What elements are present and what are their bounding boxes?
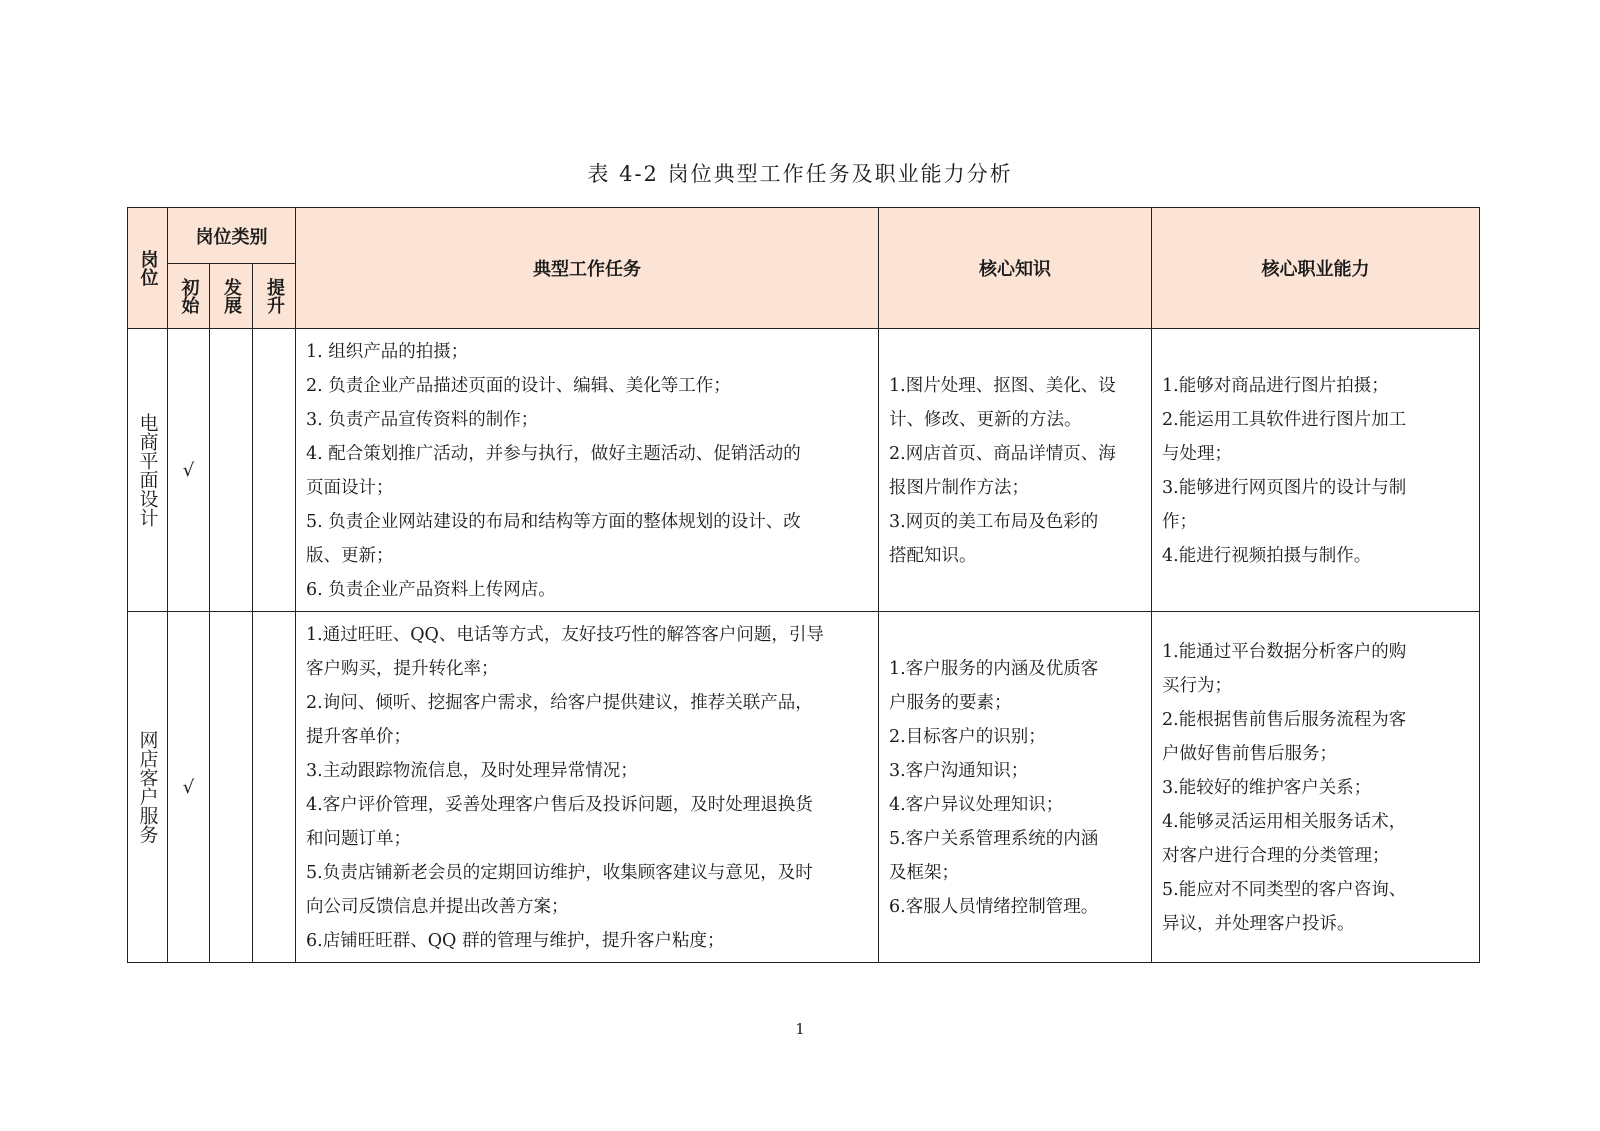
text-line: 户做好售前售后服务；	[1162, 744, 1338, 764]
text-line: 提升客单价；	[306, 727, 412, 747]
row-knowledge	[879, 363, 1151, 577]
text-line: 异议，并处理客户投诉。	[1162, 914, 1355, 934]
text-line: 户服务的要素；	[889, 693, 1012, 713]
job-analysis-table	[127, 207, 1480, 963]
table-row	[128, 329, 1480, 612]
header-level-initial-cell	[168, 264, 210, 329]
text-line: 1.图片处理、抠图、美化、设	[889, 376, 1116, 396]
row-position: 网店客户服务	[136, 730, 159, 844]
row-advance-mark	[253, 329, 296, 612]
header-level-advance-cell	[253, 264, 296, 329]
text-line: 买行为；	[1162, 676, 1233, 696]
text-line: 3.主动跟踪物流信息，及时处理异常情况；	[306, 761, 638, 781]
row-ability	[1152, 629, 1479, 945]
text-line: 3.能够进行网页图片的设计与制	[1162, 478, 1407, 498]
text-line: 对客户进行合理的分类管理；	[1162, 846, 1390, 866]
text-line: 5.能应对不同类型的客户咨询、	[1162, 880, 1407, 900]
row-ability-cell	[1152, 612, 1480, 963]
text-line: 4.客户异议处理知识；	[889, 795, 1064, 815]
row-develop-mark	[210, 612, 253, 963]
row-tasks	[296, 612, 878, 962]
page-number: 1	[795, 1020, 805, 1038]
text-line: 作；	[1162, 512, 1198, 532]
header-tasks: 典型工作任务	[296, 208, 879, 329]
text-line: 搭配知识。	[889, 546, 977, 566]
text-line: 2.能运用工具软件进行图片加工	[1162, 410, 1407, 430]
text-line: 计、修改、更新的方法。	[889, 410, 1082, 430]
text-line: 2.目标客户的识别；	[889, 727, 1046, 747]
text-line: 2.网店首页、商品详情页、海	[889, 444, 1116, 464]
row-position-cell	[128, 329, 168, 612]
text-line: 1.客户服务的内涵及优质客	[889, 659, 1099, 679]
text-line: 与处理；	[1162, 444, 1233, 464]
text-line: 版、更新；	[306, 546, 394, 566]
text-line: 3.客户沟通知识；	[889, 761, 1029, 781]
row-tasks	[296, 329, 878, 611]
row-develop-mark	[210, 329, 253, 612]
row-knowledge-cell	[879, 329, 1152, 612]
row-ability	[1152, 363, 1479, 577]
text-line: 2.询问、倾听、挖掘客户需求，给客户提供建议，推荐关联产品，	[306, 693, 813, 713]
header-level-advance: 提升	[264, 278, 285, 314]
row-tasks-cell	[296, 329, 879, 612]
header-position: 岗位	[137, 250, 159, 286]
text-line: 4.能进行视频拍摄与制作。	[1162, 546, 1372, 566]
header-position-cell	[128, 208, 168, 329]
header-level-initial: 初始	[178, 278, 200, 314]
header-knowledge: 核心知识	[879, 208, 1152, 329]
header-level-develop-cell	[210, 264, 253, 329]
table-row	[128, 612, 1480, 963]
text-line: 向公司反馈信息并提出改善方案；	[306, 897, 569, 917]
header-category: 岗位类别	[168, 208, 296, 264]
text-line: 页面设计；	[306, 478, 394, 498]
text-line: 1.能够对商品进行图片拍摄；	[1162, 376, 1389, 396]
text-line: 报图片制作方法；	[889, 478, 1030, 498]
header-level-develop: 发展	[221, 278, 242, 314]
text-line: 5.负责店铺新老会员的定期回访维护，收集顾客建议与意见，及时	[306, 863, 813, 883]
text-line: 4.能够灵活运用相关服务话术，	[1162, 812, 1407, 832]
text-line: 3.网页的美工布局及色彩的	[889, 512, 1099, 532]
text-line: 1.通过旺旺、QQ、电话等方式，友好技巧性的解答客户问题，引导	[306, 625, 824, 645]
text-line: 3. 负责产品宣传资料的制作；	[306, 410, 539, 430]
text-line: 4. 配合策划推广活动，并参与执行，做好主题活动、促销活动的	[306, 444, 801, 464]
text-line: 6.店铺旺旺群、QQ 群的管理与维护，提升客户粘度；	[306, 931, 725, 951]
row-knowledge	[879, 646, 1151, 928]
text-line: 5.客户关系管理系统的内涵	[889, 829, 1099, 849]
text-line: 2. 负责企业产品描述页面的设计、编辑、美化等工作；	[306, 376, 731, 396]
row-initial-mark: √	[168, 612, 210, 963]
row-ability-cell	[1152, 329, 1480, 612]
text-line: 及框架；	[889, 863, 960, 883]
row-position-cell	[128, 612, 168, 963]
row-initial-mark: √	[168, 329, 210, 612]
text-line: 6.客服人员情绪控制管理。	[889, 897, 1099, 917]
text-line: 6. 负责企业产品资料上传网店。	[306, 580, 556, 600]
text-line: 客户购买，提升转化率；	[306, 659, 499, 679]
row-advance-mark	[253, 612, 296, 963]
text-line: 3.能较好的维护客户关系；	[1162, 778, 1372, 798]
header-ability: 核心职业能力	[1152, 208, 1480, 329]
text-line: 2.能根据售前售后服务流程为客	[1162, 710, 1407, 730]
table-title: 表 4-2 岗位典型工作任务及职业能力分析	[587, 162, 1013, 186]
text-line: 和问题订单；	[306, 829, 412, 849]
header-row-1	[128, 208, 1480, 264]
text-line: 5. 负责企业网站建设的布局和结构等方面的整体规划的设计、改	[306, 512, 801, 532]
row-position: 电商平面设计	[136, 413, 159, 527]
row-knowledge-cell	[879, 612, 1152, 963]
text-line: 4.客户评价管理，妥善处理客户售后及投诉问题，及时处理退换货	[306, 795, 813, 815]
row-tasks-cell	[296, 612, 879, 963]
text-line: 1.能通过平台数据分析客户的购	[1162, 642, 1407, 662]
text-line: 1. 组织产品的拍摄；	[306, 342, 469, 362]
